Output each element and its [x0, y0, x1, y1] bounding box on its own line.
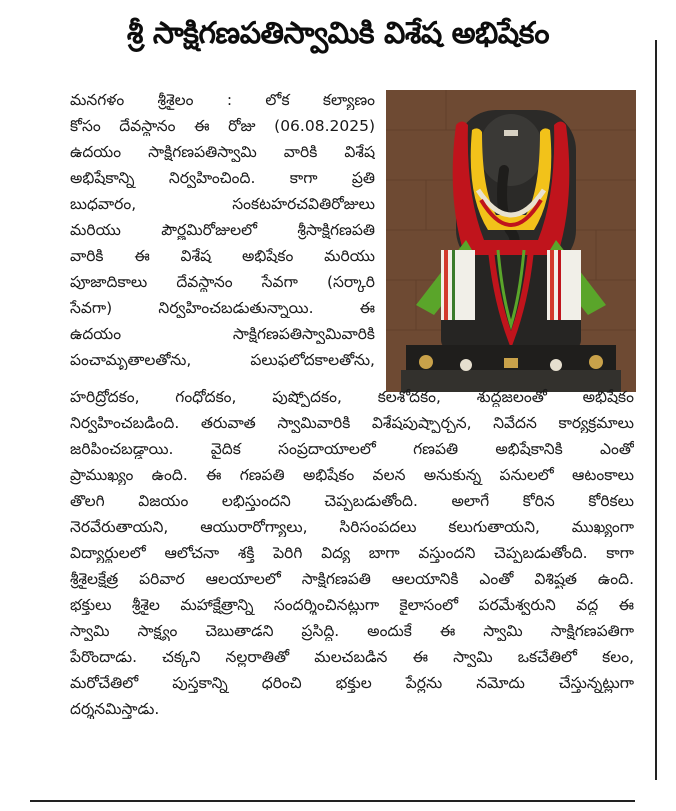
article-line: మరోచేతిలో పుస్తకాన్ని ధరించి భక్తుల పేర్లను నమోదు చేస్తున్నట్లుగా: [70, 674, 634, 692]
article-line: పూజాదికాలు దేవస్థానం సేవగా (సర్కారి: [70, 273, 375, 291]
article-line: మనగళం శ్రీశైలం : లోక కల్యాణం: [70, 91, 375, 109]
article-line: ఉదయం సాక్షిగణపతిస్వామివారికి: [70, 325, 375, 343]
bottom-rule: [30, 800, 635, 802]
article-line: నిర్వహించబడింది. తరువాత స్వామివారికి విశేషపుష్పార్చన, నివేదన కార్యక్రమాలు: [70, 414, 634, 432]
article-line: కోసం దేవస్థానం ఈ రోజు (06.08.2025): [70, 117, 375, 135]
article-line: దర్శనమిస్తాడు.: [70, 700, 160, 718]
article-line: వారికి ఈ విశేష అభిషేకం మరియు: [70, 247, 375, 265]
headline: శ్రీ సాక్షిగణపతిస్వామికి విశేష అభిషేకం: [126, 16, 550, 51]
article-line: విద్యార్థులలో ఆలోచనా శక్తి పెరిగి విద్య బాగా వస్తుందని చెప్పబడుతోంది. కాగా: [70, 544, 634, 562]
article-line: తొలగి విజయం లభిస్తుందని చెప్పబడుతోంది. అలాగే కోరిన కోరికలు: [70, 492, 634, 510]
article-line: శ్రీశైలక్షేత్ర పరివార ఆలయాలలో సాక్షిగణపతి ఆలయానికి ఎంతో విశిష్టత ఉంది.: [70, 570, 634, 588]
article-line: బుధవారం, సంకటహరచవితిరోజులు: [70, 195, 375, 213]
article-line: మరియు పౌర్ణమిరోజులలో శ్రీసాక్షిగణపతి: [70, 221, 375, 239]
article-line: సేవగా) నిర్వహించబడుతున్నాయి. ఈ: [70, 299, 375, 317]
column-rule: [655, 40, 657, 780]
article-line: ప్రాముఖ్యం ఉంది. ఈ గణపతి అభిషేకం వలన అనుకున్న పనులలో ఆటంకాలు: [70, 466, 634, 484]
article-line: ఉదయం సాక్షిగణపతిస్వామి వారికి విశేష: [70, 143, 375, 161]
article-line: హరిద్రోదకం, గంధోదకం, పుష్పోదకం, కలశోదకం, శుద్ధజలంతో అభిషేకం: [70, 388, 634, 406]
article-line: పంచామృతాలతోను, పలుఫలోదకాలతోను,: [70, 351, 375, 369]
article-line: అభిషేకాన్ని నిర్వహించింది. కాగా ప్రతి: [70, 169, 375, 187]
article-line: స్వామి సాక్ష్యం చెబుతాడని ప్రసిద్ధి. అందుకే ఈ స్వామి సాక్షిగణపతిగా: [70, 622, 634, 640]
article-line: భక్తులు శ్రీశైల మహాక్షేత్రాన్ని సందర్శించినట్లుగా కైలాసంలో పరమేశ్వరుని వద్ద ఈ: [70, 596, 634, 614]
article-line: జరిపించబడ్డాయి. వైదిక సంప్రదాయాలలో గణపతి అభిషేకానికి ఎంతో: [70, 440, 634, 458]
article-line: నెరవేరుతాయని, ఆయురారోగ్యాలు, సిరిసంపదలు కలుగుతాయని, ముఖ్యంగా: [70, 518, 634, 536]
article-line: పేరొందాడు. చక్కని నల్లరాతితో మలచబడిన ఈ స్వామి ఒకచేతిలో కలం,: [70, 648, 634, 666]
